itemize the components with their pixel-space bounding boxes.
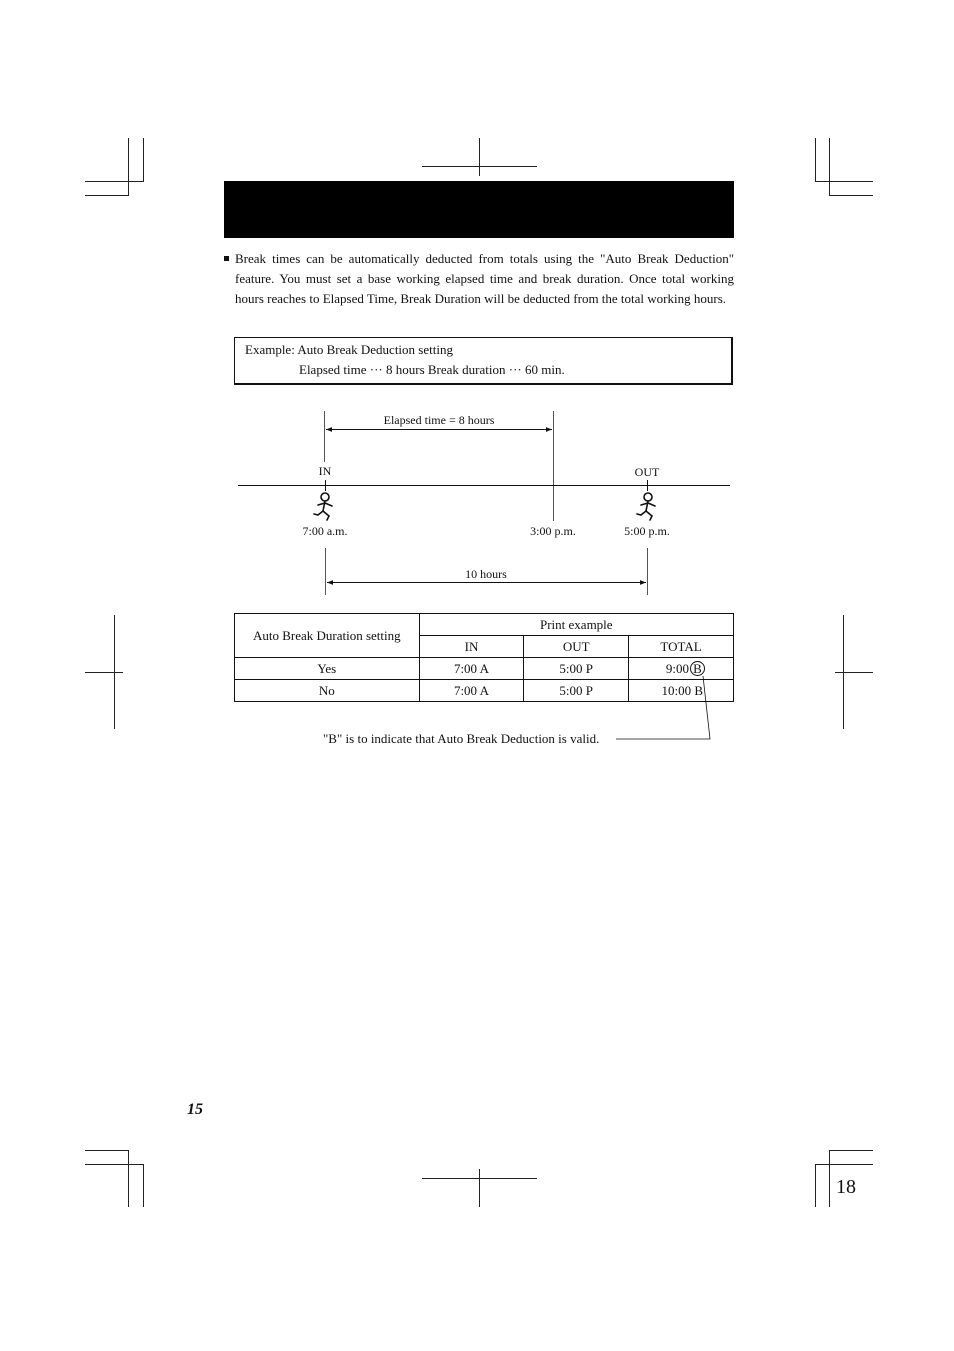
registration-mark (479, 1169, 480, 1207)
section-title-bar (224, 181, 734, 238)
crop-mark (815, 1164, 816, 1207)
row-setting: No (235, 680, 420, 702)
example-settings: Elapsed time ··· 8 hours Break duration ··· 60 min. (299, 362, 565, 377)
row-total-value: 10:00 B (661, 682, 703, 698)
table-row (235, 680, 734, 702)
row-out: 5:00 P (524, 680, 629, 702)
column-header-total: TOTAL (629, 636, 734, 658)
crop-mark (815, 181, 873, 182)
column-header-in: IN (419, 636, 524, 658)
crop-mark (815, 138, 816, 182)
row-total-value: 9:00 (665, 660, 689, 676)
time-mid-label: 3:00 p.m. (530, 524, 576, 538)
intro-text: Break times can be automatically deducted from totals using the "Auto Break Deduction" feature. You must set a base working elapsed time and break duration. Once total working hours reaches to Elapsed Time, Break Duration will be deducted from the total working hours. (235, 251, 734, 306)
print-header: Print example (419, 614, 733, 636)
crop-mark (829, 1150, 873, 1151)
crop-mark (829, 1150, 830, 1207)
intro-paragraph (224, 249, 734, 309)
crop-mark (143, 138, 144, 182)
registration-mark (479, 138, 480, 176)
page-number: 15 (187, 1101, 203, 1118)
row-total (629, 680, 734, 702)
example-box (234, 337, 733, 385)
example-title: Example: Auto Break Deduction setting (245, 342, 453, 357)
runner-out-icon (637, 493, 655, 520)
row-in: 7:00 A (419, 680, 524, 702)
time-out-label: 5:00 p.m. (624, 524, 670, 538)
elapsed-label: Elapsed time = 8 hours (383, 413, 495, 427)
runner-in-icon (314, 493, 332, 520)
auto-break-note: "B" is to indicate that Auto Break Deduction is valid. (323, 731, 600, 746)
crop-mark (829, 138, 830, 195)
row-out: 5:00 P (524, 658, 629, 680)
crop-mark (128, 1150, 129, 1207)
registration-mark (835, 672, 873, 673)
sheet-number: 18 (836, 1176, 856, 1198)
row-setting: Yes (235, 658, 420, 680)
out-label: OUT (634, 465, 660, 479)
print-example-table (234, 613, 734, 702)
crop-mark (128, 138, 129, 195)
break-mark-circled: B (690, 661, 705, 676)
row-total (629, 658, 734, 680)
bullet-icon (224, 256, 229, 261)
crop-mark (143, 1164, 144, 1207)
crop-mark (815, 1164, 873, 1165)
registration-mark (85, 672, 123, 673)
crop-mark (829, 195, 873, 196)
row-in: 7:00 A (419, 658, 524, 680)
setting-header: Auto Break Duration setting (235, 614, 420, 658)
crop-mark (85, 181, 144, 182)
crop-mark (85, 195, 129, 196)
total-hours-label: 10 hours (465, 567, 507, 581)
crop-mark (85, 1164, 144, 1165)
column-header-out: OUT (524, 636, 629, 658)
crop-mark (85, 1150, 129, 1151)
table-row (235, 658, 734, 680)
in-label: IN (318, 464, 332, 478)
time-in-label: 7:00 a.m. (302, 524, 348, 538)
